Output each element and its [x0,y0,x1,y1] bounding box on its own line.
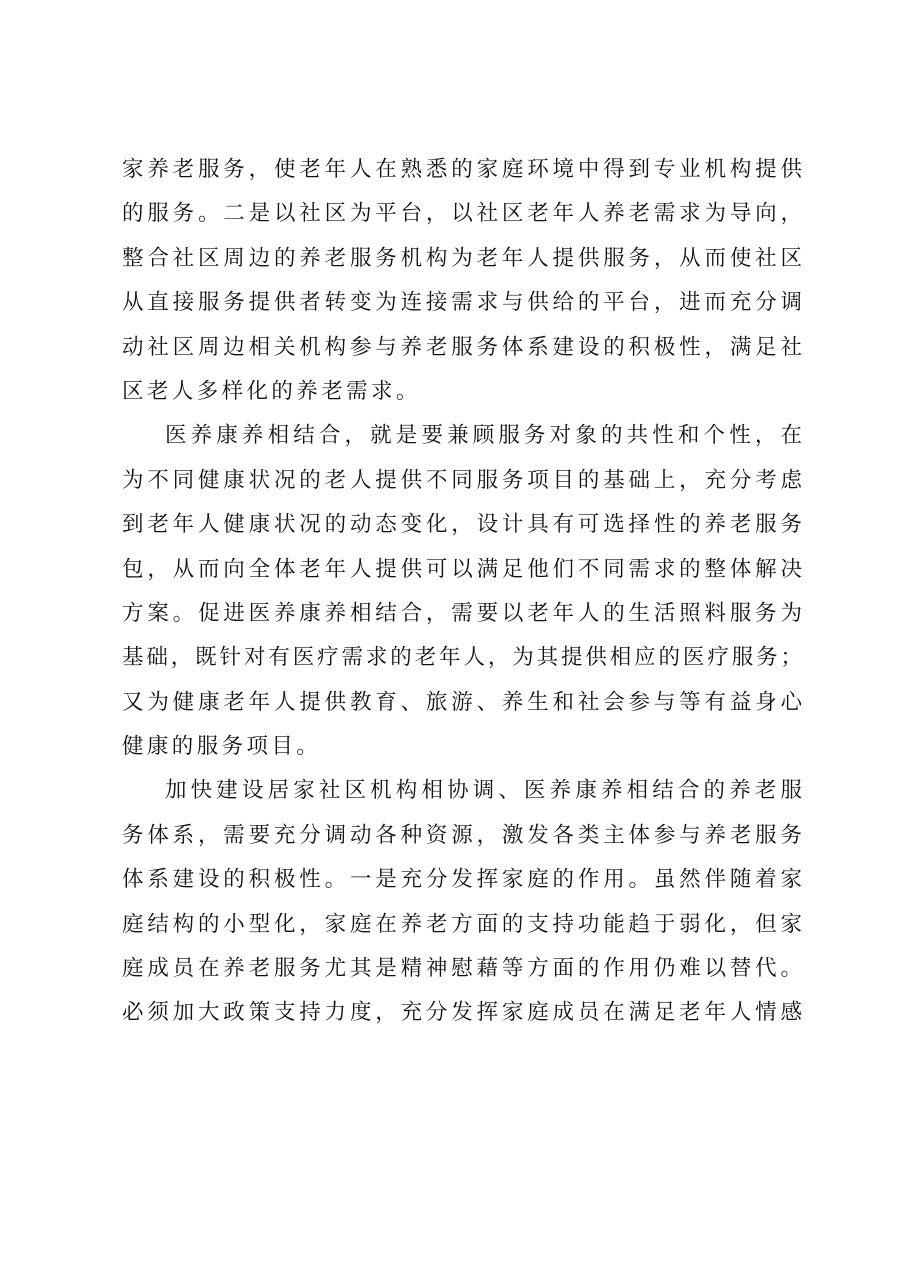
text-line: 到老年人健康状况的动态变化，设计具有可选择性的养老服务 [122,512,802,538]
text-line: 为不同健康状况的老人提供不同服务项目的基础上，充分考虑 [122,467,802,493]
text-line: 包，从而向全体老年人提供可以满足他们不同需求的整体解决 [122,556,802,582]
text-line: 从直接服务提供者转变为连接需求与供给的平台，进而充分调 [122,290,802,316]
text-line: 必须加大政策支持力度，充分发挥家庭成员在满足老年人情感 [122,1000,802,1026]
text-line: 庭成员在养老服务尤其是精神慰藉等方面的作用仍难以替代。 [122,956,802,982]
text-line: 区老人多样化的养老需求。 [122,378,421,404]
text-line: 庭结构的小型化，家庭在养老方面的支持功能趋于弱化，但家 [122,911,802,937]
text-line: 整合社区周边的养老服务机构为老年人提供服务，从而使社区 [122,245,802,271]
text-line: 加快建设居家社区机构相协调、医养康养相结合的养老服 [165,778,802,804]
body-text [122,148,802,1036]
text-line: 基础，既针对有医疗需求的老年人，为其提供相应的医疗服务； [122,645,802,671]
text-line: 体系建设的积极性。一是充分发挥家庭的作用。虽然伴随着家 [122,867,802,893]
text-line: 动社区周边相关机构参与养老服务体系建设的积极性，满足社 [122,334,802,360]
text-line: 健康的服务项目。 [122,734,322,760]
text-line: 又为健康老年人提供教育、旅游、养生和社会参与等有益身心 [122,689,802,715]
text-line: 家养老服务，使老年人在熟悉的家庭环境中得到专业机构提供 [122,157,802,182]
text-line: 方案。促进医养康养相结合，需要以老年人的生活照料服务为 [122,600,802,626]
text-line: 务体系，需要充分调动各种资源，激发各类主体参与养老服务 [122,822,802,848]
text-line: 的服务。二是以社区为平台，以社区老年人养老需求为导向， [122,201,802,227]
text-line: 医养康养相结合，就是要兼顾服务对象的共性和个性，在 [165,423,802,449]
